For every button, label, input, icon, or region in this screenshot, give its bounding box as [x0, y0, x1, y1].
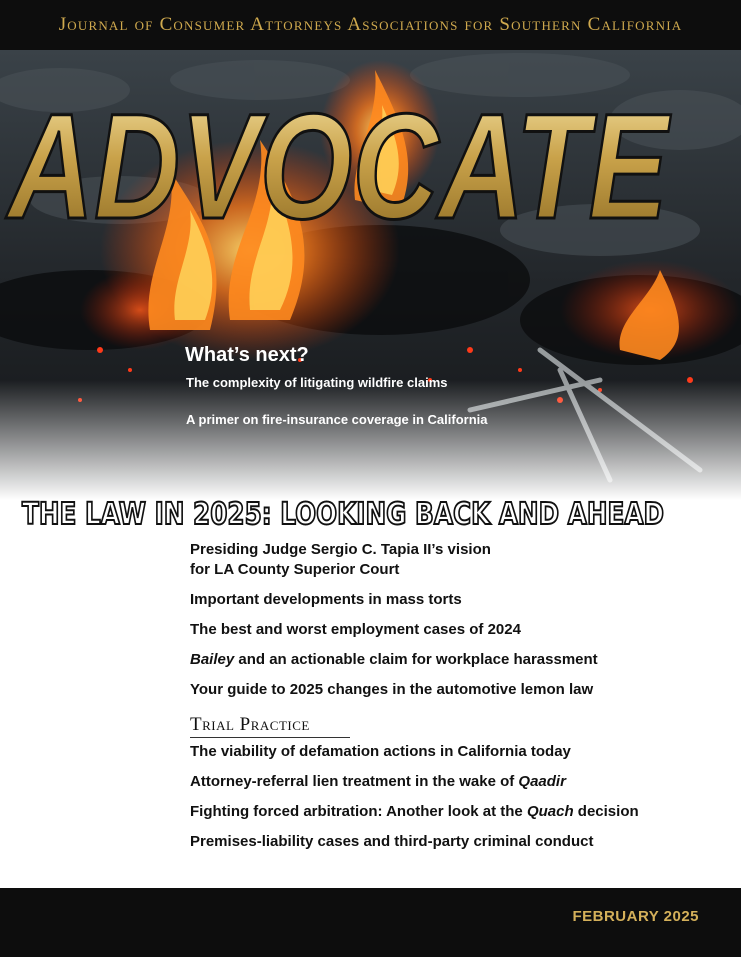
article-text: Premises-liability cases and third-party criminal conduct [190, 833, 594, 850]
article-text: Fighting forced arbitration: Another look at the [190, 803, 527, 820]
article-text: The viability of defamation actions in California today [190, 743, 571, 760]
feature-article-list [190, 540, 730, 710]
cover-photo-fire [0, 50, 741, 500]
article-text: Quach [526, 803, 574, 820]
masthead-title: ADVOCATE [4, 82, 672, 250]
cover-story-subhead: The complexity of litigating wildfire claims [186, 375, 448, 390]
cover-story-headline: What’s next? [185, 344, 309, 366]
article-text: and an actionable claim for workplace harassment [234, 651, 598, 668]
trial-practice-rule [190, 737, 350, 738]
article-text: Attorney-referral lien treatment in the wake of [190, 773, 519, 790]
cover-story-subhead-2: A primer on fire-insurance coverage in California [186, 412, 488, 427]
article-text: Qaadir [518, 773, 566, 790]
article-headline [190, 680, 730, 700]
article-headline [190, 540, 730, 560]
article-text: Your guide to 2025 changes in the automotive lemon law [190, 681, 594, 698]
advocate-masthead [0, 50, 680, 250]
article-text: Presiding Judge Sergio C. Tapia II’s vision [190, 541, 491, 558]
article-headline [190, 650, 730, 670]
article-headline [190, 802, 730, 822]
article-text: The best and worst employment cases of 2024 [190, 621, 521, 638]
article-headline [190, 772, 730, 792]
article-headline [190, 590, 730, 610]
article-headline [190, 742, 730, 762]
section-title-banner [0, 490, 741, 530]
section-title: THE LAW IN 2025: LOOKING BACK AND AHEAD [22, 497, 664, 530]
trial-practice-heading: Trial Practice [190, 714, 310, 735]
article-text: decision [573, 803, 639, 820]
article-headline [190, 832, 730, 852]
article-text: Important developments in mass torts [190, 591, 462, 608]
article-headline [190, 560, 730, 580]
footer-bar [0, 888, 741, 957]
journal-name: Journal of Consumer Attorneys Associations for Southern California [58, 14, 683, 35]
article-text: Bailey [190, 651, 235, 668]
article-text: for LA County Superior Court [190, 561, 400, 578]
issue-date: FEBRUARY 2025 [572, 908, 699, 925]
journal-header-bar [0, 0, 741, 50]
article-headline [190, 620, 730, 640]
trial-practice-article-list [190, 742, 730, 862]
